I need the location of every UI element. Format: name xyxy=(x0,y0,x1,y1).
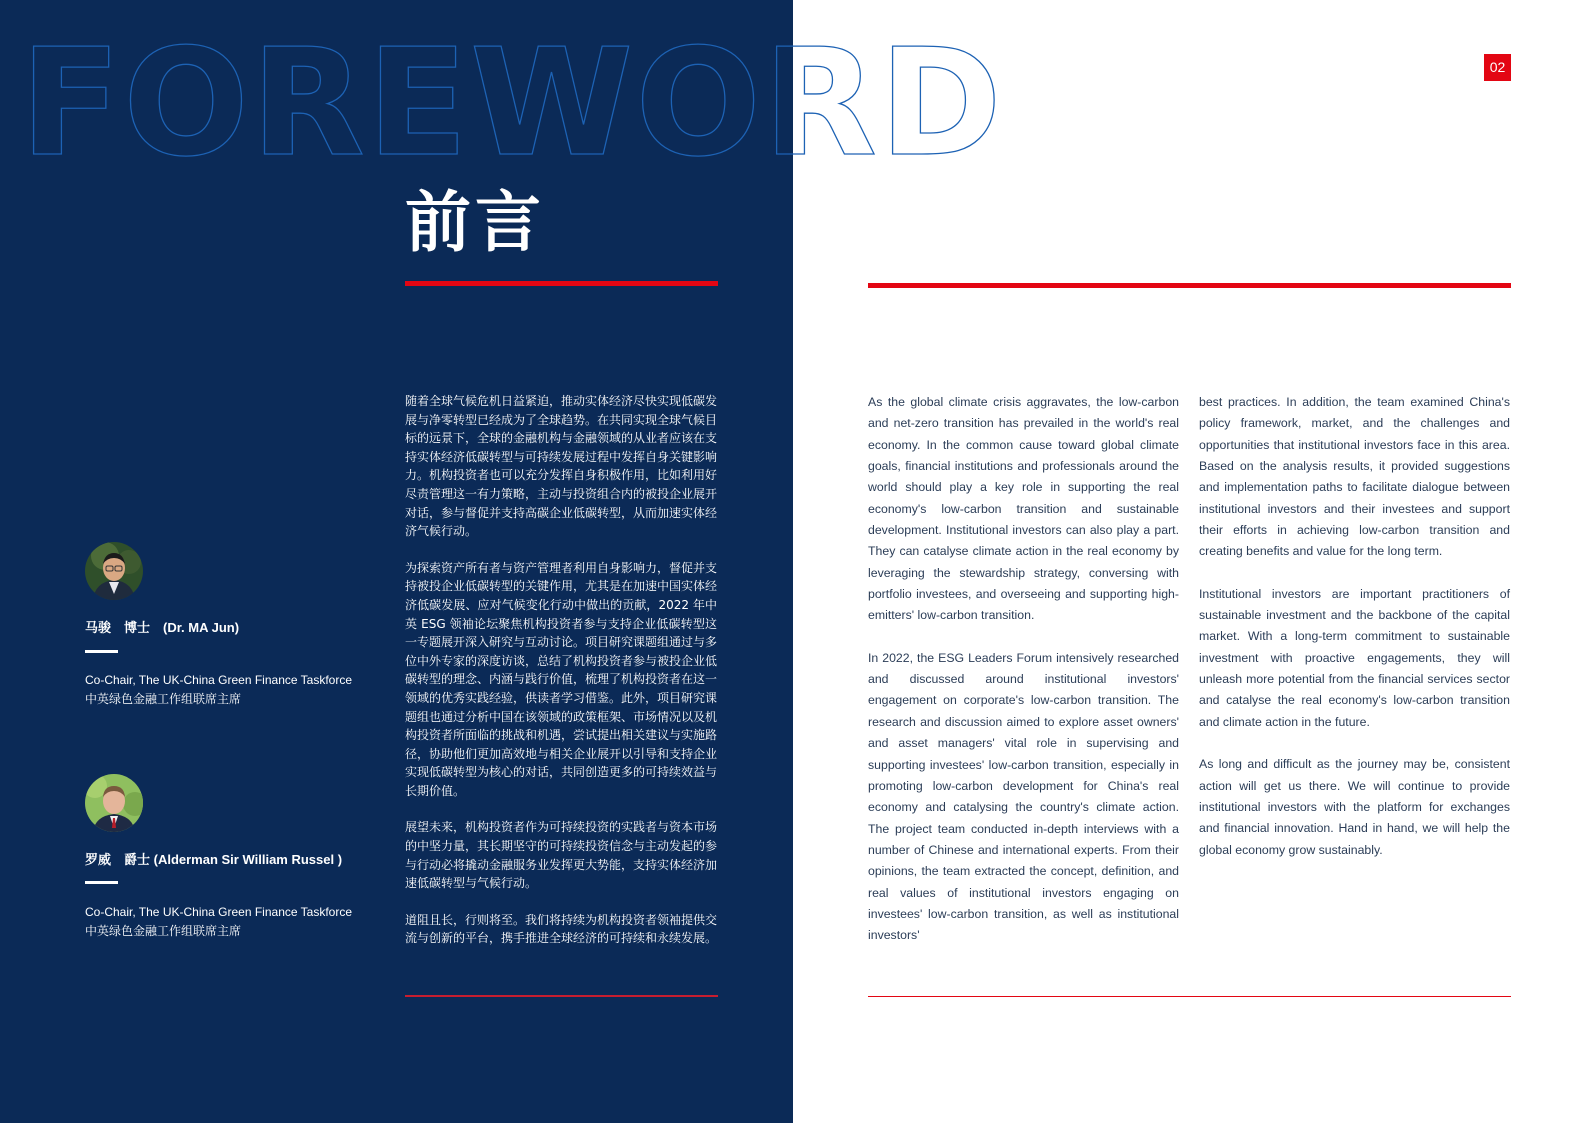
en-paragraph: Institutional investors are important practitioners of sustainable investment and the backbone of the capital market. With a long-term commitment to sustainable investment with proactive engagements, they will unleash more potential from the financial services sector and catalyse the real economy's low-carbon transition and climate action in the future. xyxy=(1199,586,1510,729)
foreword-outline-title: FOREWORD xyxy=(20,17,1004,189)
person-role-william-russell xyxy=(85,903,365,941)
person-role-ma-jun xyxy=(85,671,365,709)
top-rule-right xyxy=(868,283,1511,288)
role-english: Co-Chair, The UK-China Green Finance Taskforce xyxy=(85,673,353,687)
bottom-rule-right xyxy=(868,996,1511,997)
cn-paragraph: 为探索资产所有者与资产管理者利用自身影响力，督促并支持被投企业低碳转型的关键作用，尤其是在加速中国实体经济低碳发展、应对气候变化行动中做出的贡献，2022 年中英 ESG 领袖论坛聚焦机构投资者参与支持企业低碳转型这一专题展开深入研究与互动讨论。项目研究课题组通过与多位中外专家的深度访谈，总结了机构投资者参与被投企业低碳转型的理念、内涵与践行价值，梳理了机构投资者在这一领域的优秀实践经验，供读者学习借鉴。此外，项目研究课题组也通过分析中国在该领域的政策框架、市场情况以及机构投资者所面临的挑战和机遇，尝试提出相关建议与实施路径，协助他们更加高效地与相关企业展开以引导和支持企业实现低碳转型为核心的对话，共同创造更多的可持续效益与长期价值。 xyxy=(405,560,718,798)
en-paragraph: In 2022, the ESG Leaders Forum intensively researched and discussed around institutional investors' engagement on corporate's low-carbon transition. The research and discussion aimed to explore asset owners' and asset managers' vital role in supervising and supporting investees' low-carbon transition, especially in promoting low-carbon development for China's real economy and catalysing the country's climate action. The project team conducted in-depth interviews with a number of Chinese and international experts. From their opinions, the team extracted the concept, definition, and real values of institutional investors engaging on investees' low-carbon transition, as well as institutional investors' xyxy=(868,650,1179,943)
bottom-rule-left xyxy=(405,995,718,997)
avatar-william-russell xyxy=(85,774,143,832)
role-chinese: 中英绿色金融工作组联席主席 xyxy=(85,692,242,706)
role-english: Co-Chair, The UK-China Green Finance Taskforce xyxy=(85,905,353,919)
cn-paragraph: 随着全球气候危机日益紧迫，推动实体经济尽快实现低碳发展与净零转型已经成为了全球趋势。在共同实现全球气候目标的远景下，全球的金融机构与金融领域的从业者应该在支持实体经济低碳转型与可持续发展过程中发挥自身关键影响力。机构投资者也可以充分发挥自身积极作用，比如利用好尽责管理这一有力策略，主动与投资组合内的被投企业展开对话，参与督促并支持高碳企业低碳转型，从而加速实体经济气候行动。 xyxy=(405,394,718,539)
title-underline xyxy=(405,281,718,286)
role-chinese: 中英绿色金融工作组联席主席 xyxy=(85,924,242,938)
english-column-1 xyxy=(868,392,1179,968)
en-paragraph: As the global climate crisis aggravates, the low-carbon and net-zero transition has prevailed in the world's real economy. In the common cause toward global climate goals, financial institutions and professionals around the world should play a key role in supporting the real economy's low-carbon transition and sustainable development. Institutional investors can also play a part. They can catalyse climate action in the real economy by leveraging the stewardship strategy, conversing with portfolio investees, and overseeing and supporting high-emitters' low-carbon transition. xyxy=(868,395,1179,623)
chinese-body-text xyxy=(405,392,717,966)
en-paragraph: As long and difficult as the journey may be, consistent action will get us there. We will continue to provide institutional investors with the platform for exchanges and financial innovation. Hand in hand, we will help the global economy grow sustainably. xyxy=(1199,757,1510,857)
person-name-william-russell: 罗威 爵士 (Alderman Sir William Russel ) xyxy=(85,852,343,867)
name-divider xyxy=(85,650,118,653)
person-name-ma-jun: 马骏 博士 (Dr. MA Jun) xyxy=(85,620,240,635)
en-paragraph: best practices. In addition, the team examined China's policy framework, market, and the challenges and opportunities that institutional investors face in this area. Based on the analysis results, it provided suggestions and implementation paths to facilitate dialogue between institutional investors and their investees and support their efforts in achieving low-carbon transition and creating benefits and value for the long term. xyxy=(1199,395,1510,559)
cn-paragraph: 道阻且长，行则将至。我们将持续为机构投资者领袖提供交流与创新的平台，携手推进全球经济的可持续和永续发展。 xyxy=(405,912,718,946)
chinese-title: 前言 xyxy=(405,184,545,261)
avatar-ma-jun xyxy=(85,542,143,600)
english-column-2 xyxy=(1199,392,1510,882)
name-divider xyxy=(85,881,118,884)
page-number-badge: 02 xyxy=(1484,54,1511,81)
cn-paragraph: 展望未来，机构投资者作为可持续投资的实践者与资本市场的中坚力量，其长期坚守的可持续投资信念与主动发起的参与行动必将撬动金融服务业发挥更大势能，支持实体经济加速低碳转型与气候行动。 xyxy=(405,820,718,891)
